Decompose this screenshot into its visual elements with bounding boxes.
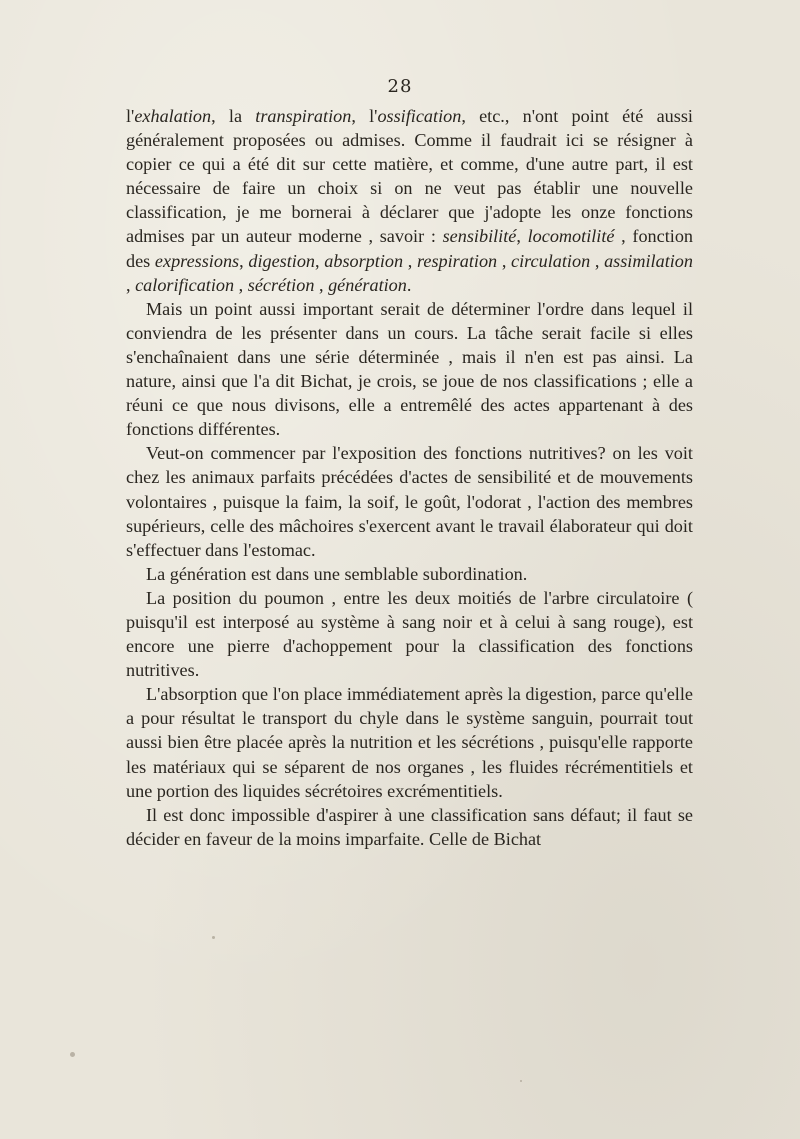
text-run: ,: [234, 274, 248, 295]
paper-speck: [520, 1080, 522, 1082]
text-run: , la: [211, 106, 256, 126]
text-run: La position du poumon , entre les deux moitiés de l'arbre circulatoire ( puisqu'il est interposé au système à sang noir et à celui à sang rouge), est encore une pierre d'achoppement pour la classification des fonctions nutritives.: [126, 587, 693, 681]
italic-term: exhalation: [134, 106, 212, 126]
italic-term: génération: [328, 274, 407, 295]
paper-speck: [70, 1052, 75, 1057]
text-run: , l': [351, 106, 378, 126]
text-run: La génération est dans une semblable subordination.: [146, 563, 528, 584]
text-run: ,: [239, 250, 249, 271]
text-run: , fonction des: [126, 226, 694, 271]
text-run: ,: [403, 250, 417, 271]
paragraph: [126, 562, 693, 586]
text-run: l': [126, 106, 135, 126]
italic-term: sécrétion: [247, 274, 315, 295]
italic-term: digestion: [248, 250, 316, 271]
page-number: 28: [387, 76, 413, 97]
italic-term: locomotilité: [527, 226, 615, 247]
paragraph: [126, 441, 693, 561]
italic-term: assimilation: [604, 250, 693, 271]
text-run: , etc., n'ont point été aussi généralement proposées ou admises. Comme il faudrait ici se résigner à copier ce qui a été dit sur cette matière, et comme, d'une autre part, il est nécessaire de faire un choix si on ne veut pas établir une nouvelle classification, je me bornerai à déclarer que j'adopte les onze fonctions admises par un auteur moderne , savoir :: [126, 106, 693, 247]
text-run: ,: [497, 250, 512, 271]
text-run: Il est donc impossible d'aspirer à une classification sans défaut; il faut se décider en faveur de la moins imparfaite. Celle de Bichat: [126, 804, 693, 849]
text-run: L'absorption que l'on place immédiatement après la digestion, parce qu'elle a pour résultat le transport du chyle dans le système sanguin, pourrait tout aussi bien être placée après la nutrition et les sécrétions , puisqu'elle rapporte les matériaux qui se séparent de nos organes , les fluides récrémentitiels et une portion des liquides sécrétoires excrémentitiels.: [126, 684, 693, 801]
text-run: Mais un point aussi important serait de déterminer l'ordre dans lequel il conviendra de les présenter dans un cours. La tâche serait facile si elles s'enchaînaient dans une série déterminée , mais il n'en est pas ainsi. La nature, ainsi que l'a dit Bichat, je crois, se joue de nos classifications ; elle a réuni ce que nous divisons, elle a entremêlé des actes appartenant à des fonctions différentes.: [126, 298, 693, 440]
text-run: .: [406, 274, 412, 295]
text-run: ,: [516, 226, 528, 247]
italic-term: circulation: [511, 250, 591, 271]
text-run: ,: [314, 274, 329, 295]
paragraph: [126, 297, 693, 442]
paragraph: [126, 803, 693, 851]
text-run: ,: [315, 250, 325, 271]
italic-term: calorification: [135, 274, 235, 295]
italic-term: absorption: [324, 250, 404, 271]
paragraph: [126, 682, 693, 802]
text-run: ,: [126, 274, 136, 295]
paragraph: [126, 586, 693, 682]
italic-term: expressions: [154, 250, 240, 271]
paragraph: [126, 104, 693, 297]
paper-speck: [212, 936, 215, 939]
text-run: Veut-on commencer par l'exposition des fonctions nutritives? on les voit chez les animaux parfaits précédées d'actes de sensibilité et de mouvements volontaires , puisque la faim, la soif, le goût, l'odorat , l'action des membres supérieurs, celle des mâchoires s'exercent avant le travail élaborateur qui doit s'effectuer dans l'estomac.: [126, 443, 693, 560]
text-run: ,: [590, 250, 605, 271]
italic-term: transpiration: [255, 106, 352, 126]
italic-term: respiration: [416, 250, 498, 271]
body-text: [126, 104, 693, 851]
italic-term: ossification: [377, 106, 462, 126]
italic-term: sensibilité: [442, 226, 517, 247]
